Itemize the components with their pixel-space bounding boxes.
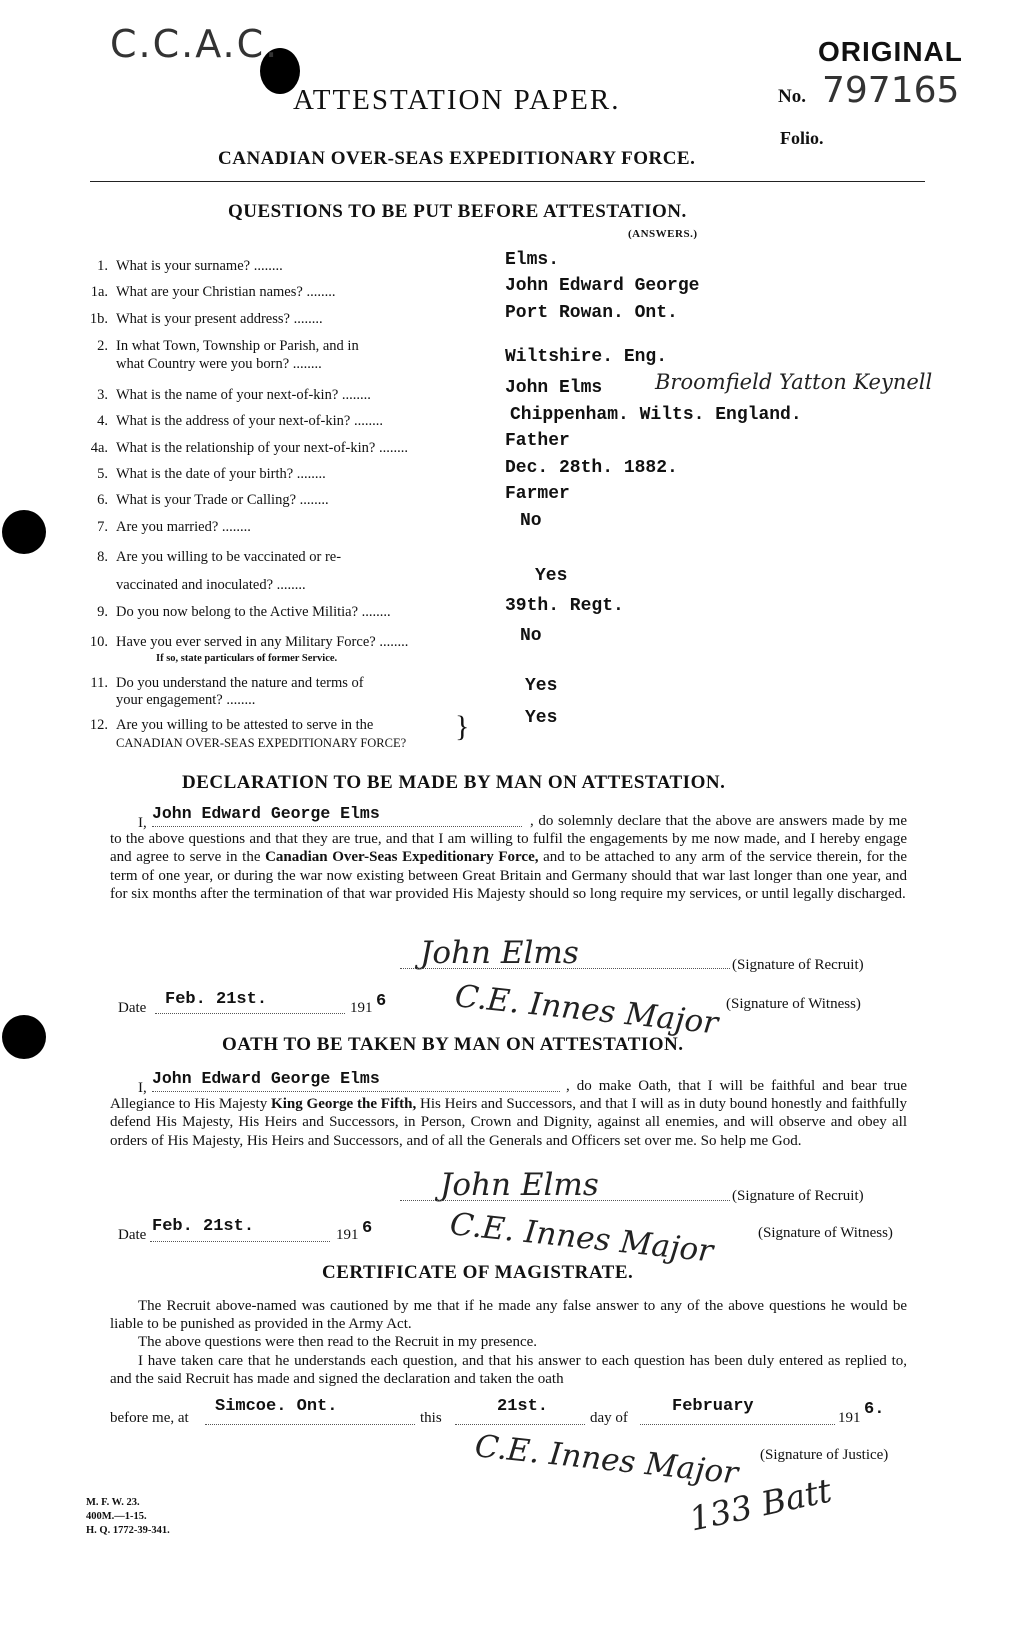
certificate-paragraph-1: The Recruit above-named was cautioned by me that if he made any false answer to any of the above questions he would be liable to be punished as provided in the Army Act. <box>110 1298 907 1333</box>
answer-willing-to-serve: Yes <box>525 708 558 728</box>
answer-married: No <box>520 511 542 531</box>
declaration-name: John Edward George Elms <box>152 804 380 823</box>
oath-year-suffix: 6 <box>362 1219 373 1238</box>
declaration-date-value: Feb. 21st. <box>165 990 268 1009</box>
oath-date-line <box>150 1241 330 1242</box>
questions-heading: QUESTIONS TO BE PUT BEFORE ATTESTATION. <box>228 201 687 222</box>
question-text-continued: your engagement? ........ <box>116 692 256 708</box>
form-code: M. F. W. 23. <box>86 1497 140 1508</box>
place-value: Simcoe. Ont. <box>215 1397 338 1416</box>
day-of-label: day of <box>590 1410 628 1426</box>
declaration-recruit-signature: John Elms <box>420 935 579 971</box>
question-text-continued: CANADIAN OVER-SEAS EXPEDITIONARY FORCE? <box>116 736 407 750</box>
question-text-continued: what Country were you born? ........ <box>116 356 322 372</box>
declaration-year-suffix: 6 <box>376 992 387 1011</box>
question-note: If so, state particulars of former Service. <box>156 653 338 664</box>
question-text: What is the address of your next-of-kin? ........ <box>116 413 383 429</box>
question-number: 1. <box>97 258 108 274</box>
declaration-witness-label: (Signature of Witness) <box>726 996 861 1012</box>
question-text: Have you ever served in any Military Force? ........ <box>116 634 409 650</box>
question-number: 7. <box>97 519 108 535</box>
original-stamp: ORIGINAL <box>818 36 963 67</box>
question-number: 1a. <box>90 284 108 300</box>
answer-trade: Farmer <box>505 484 570 504</box>
declaration-recruit-signature-line <box>400 968 730 969</box>
question-text: Do you understand the nature and terms of <box>116 675 364 691</box>
question-text: Are you willing to be vaccinated or re- <box>116 549 342 565</box>
oath-text-bold: King George the Fifth, <box>271 1096 417 1113</box>
oath-date-value: Feb. 21st. <box>152 1217 255 1236</box>
declaration-date-label: Date <box>118 1000 147 1016</box>
answer-military-service: No <box>520 626 542 646</box>
question-number: 9. <box>97 604 108 620</box>
question-brace: } <box>455 710 470 743</box>
declaration-text-bold: Canadian Over-Seas Expeditionary Force, <box>265 849 539 866</box>
declaration-witness-signature: C.E. Innes Major <box>453 978 720 1042</box>
question-text-continued: vaccinated and inoculated? ........ <box>116 577 306 593</box>
folio-label: Folio. <box>780 128 824 148</box>
hq-reference: H. Q. 1772-39-341. <box>86 1525 170 1536</box>
question-number: 3. <box>97 387 108 403</box>
place-line <box>205 1424 415 1425</box>
certificate-year-prefix: 191 <box>838 1410 861 1426</box>
question-number: 2. <box>97 338 108 354</box>
question-text: Do you now belong to the Active Militia? ........ <box>116 604 391 620</box>
oath-heading: OATH TO BE TAKEN BY MAN ON ATTESTATION. <box>222 1034 684 1055</box>
regimental-number: 797165 <box>822 70 960 111</box>
certificate-year-suffix: 6. <box>864 1400 885 1419</box>
answer-christian-names: John Edward George <box>505 276 700 296</box>
oath-witness-signature: C.E. Innes Major <box>448 1206 715 1270</box>
answers-label: (ANSWERS.) <box>628 228 698 240</box>
oath-text <box>110 1077 907 1150</box>
question-number: 11. <box>90 675 108 691</box>
day-value: 21st. <box>497 1397 549 1416</box>
declaration-recruit-label: (Signature of Recruit) <box>732 957 864 973</box>
question-number: 12. <box>89 717 108 733</box>
declaration-year-prefix: 191 <box>350 1000 373 1016</box>
ccac-stamp: C.C.A.C. <box>110 22 280 66</box>
answer-relationship: Father <box>505 431 570 451</box>
question-number: 5. <box>97 466 108 482</box>
month-value: February <box>672 1397 754 1416</box>
certificate-heading: CERTIFICATE OF MAGISTRATE. <box>322 1262 634 1283</box>
oath-name: John Edward George Elms <box>152 1069 380 1088</box>
oath-recruit-signature-line <box>400 1200 730 1201</box>
answer-vaccinated: Yes <box>535 566 568 586</box>
declaration-text-part-2: and to be attached to any arm of the service therein, for the term of one year, or during the war now existing between Great Britain and Germany should that war last longer than one year, and for six months after the termination of that war provided His Majesty should so long require my services, or until legally discharged. <box>110 849 908 902</box>
punch-hole-left-2 <box>2 1015 46 1059</box>
question-text: What is your Trade or Calling? ........ <box>116 492 329 508</box>
declaration-date-line <box>155 1013 345 1014</box>
answer-birthplace: Wiltshire. Eng. <box>505 347 668 367</box>
oath-date-label: Date <box>118 1227 147 1243</box>
question-number: 4a. <box>90 440 108 456</box>
question-text: What is your surname? ........ <box>116 258 283 274</box>
question-number: 4. <box>97 413 108 429</box>
question-text: Are you willing to be attested to serve in the <box>116 717 374 733</box>
oath-text-part-2: His Heirs and Successors, and that I will as in duty bound honestly and faithfully defend His Majesty, His Heirs and Successors, in Person, Crown and Dignity, against all enemies, and will observe and obey all orders of His Majesty, His Heirs and Successors, and of all the Generals and Officers set over me. So help me God. <box>110 1096 908 1149</box>
oath-recruit-signature: John Elms <box>440 1167 599 1203</box>
answer-next-of-kin: John Elms <box>505 378 603 398</box>
oath-text-part-1: , do make Oath, that I will be faithful and bear true Allegiance to His Majesty <box>110 1078 907 1113</box>
justice-label: (Signature of Justice) <box>760 1447 889 1463</box>
answer-present-address: Port Rowan. Ont. <box>505 303 678 323</box>
question-text: What is the relationship of your next-of-kin? ........ <box>116 440 408 456</box>
justice-signature: C.E. Innes Major <box>473 1428 740 1492</box>
declaration-text <box>110 812 907 903</box>
this-label: this <box>420 1410 442 1426</box>
question-number: 10. <box>89 634 108 650</box>
question-text: What are your Christian names? ........ <box>116 284 336 300</box>
question-number: 1b. <box>89 311 108 327</box>
certificate-paragraph-2: The above questions were then read to the Recruit in my presence. <box>138 1334 538 1351</box>
question-text: What is your present address? ........ <box>116 311 323 327</box>
before-me-label: before me, at <box>110 1410 189 1426</box>
declaration-text-part-1: , do solemnly declare that the above are answers made by me to the above questions and that they are true, and that I am willing to fulfil the engagements by me now made, and I hereby engage and agree to serve in the <box>110 813 907 866</box>
month-line <box>640 1424 835 1425</box>
header-rule <box>90 181 925 182</box>
page-subtitle: CANADIAN OVER-SEAS EXPEDITIONARY FORCE. <box>218 148 696 169</box>
question-number: 6. <box>97 492 108 508</box>
question-text: What is the date of your birth? ........ <box>116 466 326 482</box>
battalion-note: 133 Batt <box>685 1470 835 1539</box>
answer-date-of-birth: Dec. 28th. 1882. <box>505 458 678 478</box>
question-number: 8. <box>97 549 108 565</box>
question-text: In what Town, Township or Parish, and in <box>116 338 359 354</box>
page-title: ATTESTATION PAPER. <box>293 84 621 116</box>
next-of-kin-handwritten-note: Broomfield Yatton Keynell <box>655 370 933 394</box>
answer-active-militia: 39th. Regt. <box>505 596 624 616</box>
declaration-i-label: I, <box>138 815 147 831</box>
answer-next-of-kin-address: Chippenham. Wilts. England. <box>510 405 802 425</box>
oath-witness-label: (Signature of Witness) <box>758 1225 893 1241</box>
no-label: No. <box>778 86 806 107</box>
certificate-text <box>110 1297 907 1388</box>
answer-understand-terms: Yes <box>525 676 558 696</box>
certificate-paragraph-3: I have taken care that he understands each question, and that his answer to each question has been duly entered as replied to, and the said Recruit has made and signed the declaration and taken the oath <box>110 1352 907 1387</box>
question-text: Are you married? ........ <box>116 519 251 535</box>
oath-i-label: I, <box>138 1080 147 1096</box>
punch-hole-left-1 <box>2 510 46 554</box>
question-text: What is the name of your next-of-kin? ........ <box>116 387 371 403</box>
answer-surname: Elms. <box>505 250 560 270</box>
declaration-heading: DECLARATION TO BE MADE BY MAN ON ATTESTATION. <box>182 772 726 793</box>
day-line <box>455 1424 585 1425</box>
print-run: 400M.—1-15. <box>86 1511 147 1522</box>
oath-recruit-label: (Signature of Recruit) <box>732 1188 864 1204</box>
oath-year-prefix: 191 <box>336 1227 359 1243</box>
